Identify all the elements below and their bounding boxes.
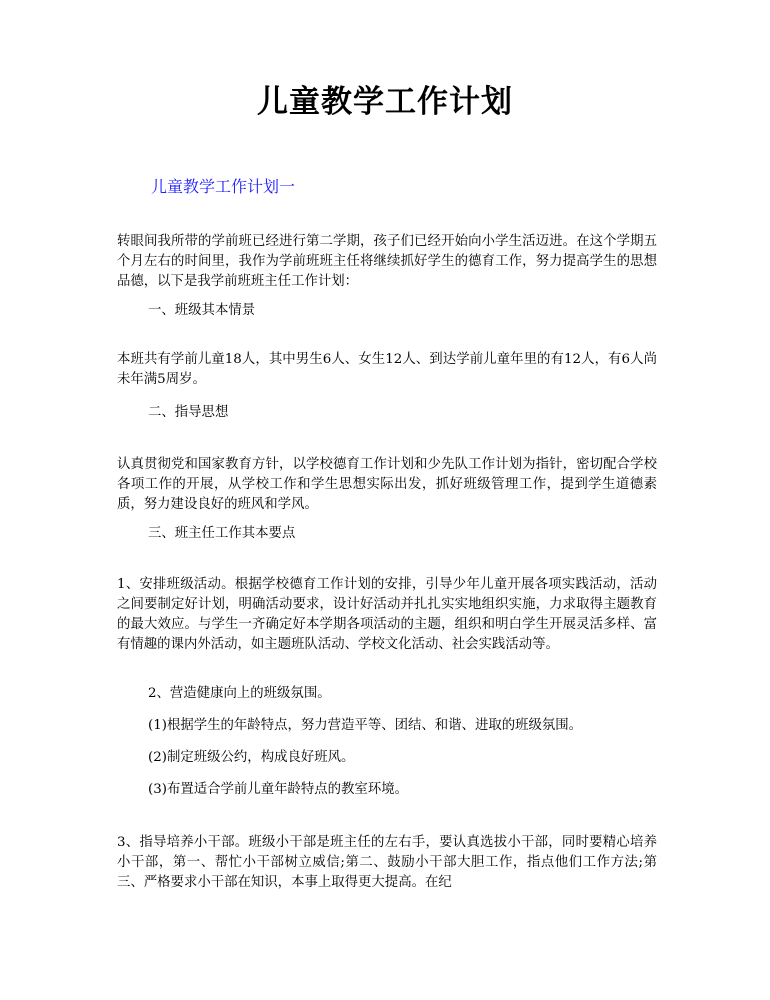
cadre-training-paragraph: 3、指导培养小干部。班级小干部是班主任的左右手，要认真选拔小干部，同时要精心培养小干部，第一、帮忙小干部树立威信;第二、鼓励小干部大胆工作，指点他们工作方法;第三、严格要求小干部在知识，本事上取得更大提高。在纪 xyxy=(117,835,657,890)
key-points-paragraph: 1、安排班级活动。根据学校德育工作计划的安排，引导少年儿童开展各项实践活动，活动之间要制定好计划，明确活动要求，设计好活动并扎扎实实地组织实施，力求取得主题教育的最大效应。与学生一齐确定好本学期各项活动的主题，组织和明白学生开展灵活多样、富有情趣的课内外活动，如主题班队活动、学校文化活动、社会实践活动等。 xyxy=(117,577,657,652)
guiding-ideology-paragraph: 认真贯彻党和国家教育方针，以学校德育工作计划和少先队工作计划为指针，密切配合学校各项工作的开展，从学校工作和学生思想实际出发，抓好班级管理工作，提到学生道德素质，努力建设良好的班风和学风。 xyxy=(117,457,657,512)
intro-paragraph: 转眼间我所带的学前班已经进行第二学期，孩子们已经开始向小学生活迈进。在这个学期五个月左右的时间里，我作为学前班班主任将继续抓好学生的德育工作，努力提高学生的思想品德，以下是我学前班班主任工作计划： xyxy=(117,234,657,289)
document-title: 儿童教学工作计划 xyxy=(257,84,513,120)
list-subitem-2: (2)制定班级公约，构成良好班风。 xyxy=(148,750,355,765)
list-item-atmosphere: 2、营造健康向上的班级氛围。 xyxy=(148,686,331,701)
class-situation-paragraph: 本班共有学前儿童18人，其中男生6人、女生12人、到达学前儿童年里的有12人，有6人尚未年满5周岁。 xyxy=(117,352,657,387)
list-subitem-1: (1)根据学生的年龄特点，努力营造平等、团结、和谐、进取的班级氛围。 xyxy=(148,718,583,733)
section-subtitle: 儿童教学工作计划一 xyxy=(151,177,296,196)
heading-key-points: 三、班主任工作其本要点 xyxy=(148,526,296,541)
heading-class-situation: 一、班级其本情景 xyxy=(148,303,256,318)
list-subitem-3: (3)布置适合学前儿童年龄特点的教室环境。 xyxy=(148,782,408,797)
heading-guiding-ideology: 二、指导思想 xyxy=(148,405,229,420)
